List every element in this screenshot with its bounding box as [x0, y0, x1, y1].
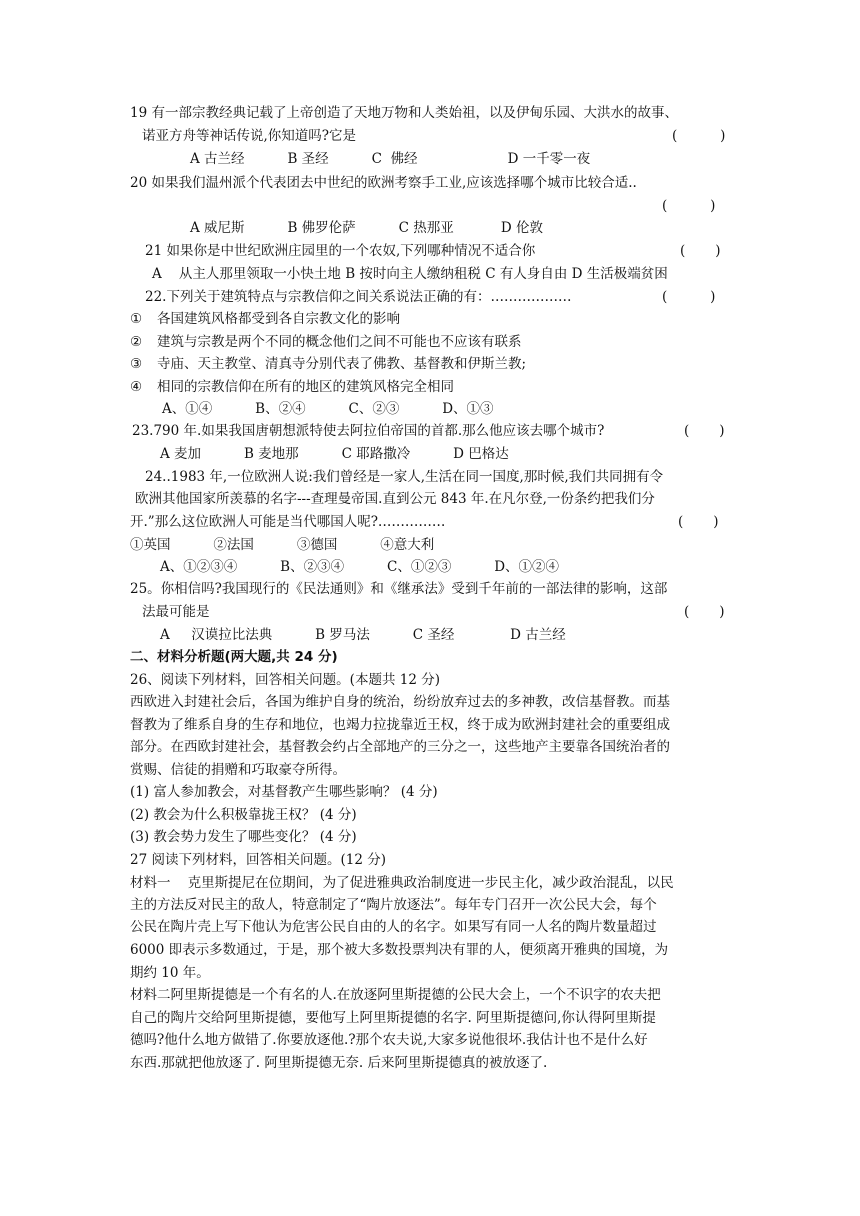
q26-paragraph-line4: 赏赐、信徒的捐赠和巧取豪夺所得。 [130, 762, 346, 778]
q27-material1-line4: 6000 即表示多数通过，于是，那个被大多数投票判决有罪的人，便须离开雅典的国境，为 [130, 942, 669, 958]
q27-material1-line2: 主的方法反对民主的敌人，特意制定了“陶片放逐法”。每年专门召开一次公民大会，每个 [130, 897, 657, 913]
q25-stem-line1: 25。你相信吗?我国现行的《民法通则》和《继承法》受到千年前的一部法律的影响，这部 [130, 581, 668, 597]
q26-subquestion-3: (3) 教会势力发生了哪些变化？ (4 分) [130, 829, 357, 845]
q26-subquestion-2: (2) 教会为什么积极靠拢王权？ (4 分) [130, 807, 357, 823]
q22-item-1: 各国建筑风格都受到各自宗教文化的影响 [157, 311, 400, 327]
q22-marker-4: ④ [130, 379, 143, 395]
q22-marker-2: ② [130, 334, 143, 350]
q21-stem-line1: 21 如果你是中世纪欧洲庄园里的一个农奴,下列哪种情况不适合你 [145, 243, 536, 259]
q21-answer-blank[interactable]: ( ) [680, 243, 721, 259]
q25-options: A 汉谟拉比法典 B 罗马法 C 圣经 D 古兰经 [160, 627, 566, 643]
q26-subquestion-1: (1) 富人参加教会，对基督教产生哪些影响？ (4 分) [130, 784, 438, 800]
q22-marker-1: ① [130, 311, 143, 327]
q27-title: 27 阅读下列材料，回答相关问题。(12 分) [130, 852, 386, 868]
q27-material1-line5: 期约 10 年。 [130, 965, 210, 981]
q19-stem-line1: 19 有一部宗教经典记载了上帝创造了天地万物和人类始祖，以及伊甸乐园、大洪水的故事、 [130, 105, 678, 121]
q26-title: 26、阅读下列材料，回答相关问题。(本题共 12 分) [130, 672, 440, 688]
q23-answer-blank[interactable]: ( ) [684, 423, 725, 439]
q25-stem-line2: 法最可能是 [142, 604, 210, 620]
q27-material2-line4: 东西.那就把他放逐了. 阿里斯提德无奈. 后来阿里斯提德真的被放逐了. [130, 1055, 548, 1071]
q26-paragraph-line2: 督教为了维系自身的生存和地位，也竭力拉拢靠近王权，终于成为欧洲封建社会的重要组成 [130, 717, 670, 733]
q19-stem-line2: 诺亚方舟等神话传说,你知道吗?它是 [142, 128, 357, 144]
q25-answer-blank[interactable]: ( ) [684, 604, 725, 620]
q22-marker-3: ③ [130, 356, 143, 372]
q24-options: A、①②③④ B、②③④ C、①②③ D、①②④ [160, 559, 560, 575]
q22-item-4: 相同的宗教信仰在所有的地区的建筑风格完全相同 [157, 379, 454, 395]
section-2-title: 二、材料分析题(两大题,共 24 分) [130, 649, 338, 665]
q21-options: A 从主人那里领取一小快土地 B 按时向主人缴纳租税 C 有人身自由 D 生活极端贫困 [152, 266, 668, 282]
q22-stem-line1: 22.下列关于建筑特点与宗教信仰之间关系说法正确的有：……………… [145, 289, 572, 305]
q22-item-2: 建筑与宗教是两个不同的概念他们之间不可能也不应该有联系 [157, 334, 522, 350]
q20-options: A 威尼斯 B 佛罗伦萨 C 热那亚 D 伦敦 [190, 220, 544, 236]
q24-stem-line2: 欧洲其他国家所羡慕的名字---查理曼帝国.直到公元 843 年.在凡尔登,一份条约把我们分 [135, 491, 655, 507]
q19-answer-blank[interactable]: ( ) [672, 128, 726, 144]
q19-options: A 古兰经 B 圣经 C 佛经 D 一千零一夜 [190, 151, 591, 167]
q22-options: A、①④ B、②④ C、②③ D、①③ [162, 401, 494, 417]
q22-item-3: 寺庙、天主教堂、清真寺分别代表了佛教、基督教和伊斯兰教; [157, 356, 527, 372]
q27-material2-line3: 德吗?他什么地方做错了.你要放逐他.?那个农夫说,大家多说他很坏.我估计也不是什么好 [130, 1032, 648, 1048]
q26-paragraph-line3: 部分。在西欧封建社会，基督教会约占全部地产的三分之一，这些地产主要靠各国统治者的 [130, 739, 670, 755]
q23-options: A 麦加 B 麦地那 C 耶路撒冷 D 巴格达 [160, 446, 509, 462]
q27-material1-line1: 材料一 克里斯提尼在位期间，为了促进雅典政治制度进一步民主化，减少政治混乱，以民 [130, 875, 674, 891]
q20-stem-line1: 20 如果我们温州派个代表团去中世纪的欧洲考察手工业,应该选择哪个城市比较合适.. [130, 175, 637, 191]
q24-choices: ①英国 ②法国 ③德国 ④意大利 [130, 537, 435, 553]
q24-stem-line1: 24..1983 年,一位欧洲人说:我们曾经是一家人,生活在同一国度,那时候,我们共同拥有令 [145, 469, 664, 485]
q22-answer-blank[interactable]: ( ) [662, 289, 716, 305]
q24-answer-blank[interactable]: ( ) [678, 514, 719, 530]
q27-material2-line2: 自己的陶片交给阿里斯提德，要他写上阿里斯提德的名字. 阿里斯提德问,你认得阿里斯提 [130, 1010, 656, 1026]
q24-stem-line3: 开.”那么这位欧洲人可能是当代哪国人呢?…………… [130, 514, 446, 530]
q23-stem-line1: 23.790 年.如果我国唐朝想派特使去阿拉伯帝国的首都.那么他应该去哪个城市? [132, 423, 605, 439]
q27-material1-line3: 公民在陶片壳上写下他认为危害公民自由的人的名字。如果写有同一人名的陶片数量超过 [130, 919, 657, 935]
q27-material2-line1: 材料二阿里斯提德是一个有名的人.在放逐阿里斯提德的公民大会上，一个不识字的农夫把 [130, 987, 661, 1003]
q26-paragraph-line1: 西欧进入封建社会后，各国为维护自身的统治，纷纷放弃过去的多神教，改信基督教。而基 [130, 694, 670, 710]
q20-answer-blank[interactable]: ( ) [662, 198, 716, 214]
